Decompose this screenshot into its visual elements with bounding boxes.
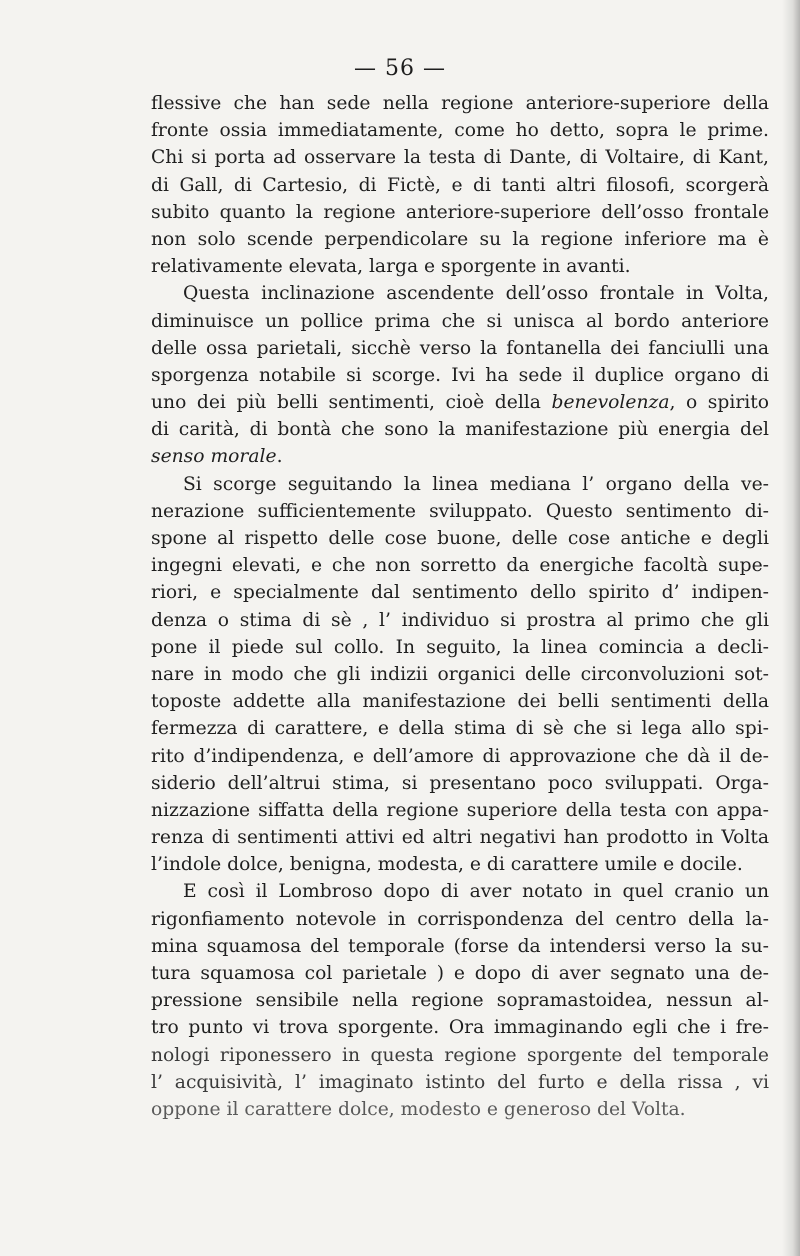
text-line: denza o stima di sè , l’ individuo si prostra al primo che gli xyxy=(151,609,769,631)
text-line: diminuisce un pollice prima che si unisca al bordo anteriore xyxy=(151,310,769,332)
text-line: l’indole dolce, benigna, modesta, e di carattere umile e docile. xyxy=(151,854,743,876)
text-segment: uno dei più belli sentimenti, cioè della xyxy=(151,392,552,414)
text-line: riori, e specialmente dal sentimento dello spirito d’ indipen- xyxy=(151,582,769,604)
body-text xyxy=(151,90,769,1123)
text-segment: , o spirito xyxy=(669,392,769,414)
text-line: rito d’indipendenza, e dell’amore di approvazione che dà il de- xyxy=(151,745,769,767)
text-line: ingegni elevati, e che non sorretto da energiche facoltà supe- xyxy=(151,555,769,577)
text-line: nologi riponessero in questa regione sporgente del temporale xyxy=(151,1044,769,1066)
text-line: renza di sentimenti attivi ed altri negativi han prodotto in Volta xyxy=(151,827,769,849)
text-line: flessive che han sede nella regione anteriore-superiore della xyxy=(151,93,769,114)
text-line: nerazione sufficientemente sviluppato. Questo sentimento di- xyxy=(151,500,769,522)
text-line: E così il Lombroso dopo di aver notato in quel cranio un xyxy=(183,881,769,903)
text-line: mina squamosa del temporale (forse da intendersi verso la su- xyxy=(151,935,769,957)
text-line: oppone il carattere dolce, modesto e generoso del Volta. xyxy=(151,1098,686,1120)
text-line: l’ acquisività, l’ imaginato istinto del furto e della rissa , vi xyxy=(151,1071,769,1093)
text-line: siderio dell’altrui stima, si presentano poco sviluppati. Orga- xyxy=(151,772,769,794)
page-number: — 56 — xyxy=(354,56,446,81)
text-line: rigonfiamento notevole in corrispondenza del centro della la- xyxy=(151,908,769,930)
text-line xyxy=(151,443,769,470)
text-line: Si scorge seguitando la linea mediana l’ organo della ve- xyxy=(183,473,769,495)
text-line: di Gall, di Cartesio, di Fictè, e di tanti altri filosofi, scorgerà xyxy=(151,174,769,196)
text-line: subito quanto la regione anteriore-superiore dell’osso frontale xyxy=(151,201,769,223)
italic-term: benevolenza xyxy=(551,392,670,414)
italic-term: senso morale xyxy=(151,446,277,468)
text-line: Chi si porta ad osservare la testa di Dante, di Voltaire, di Kant, xyxy=(151,147,769,169)
text-line: non solo scende perpendicolare su la regione inferiore ma è xyxy=(151,228,769,250)
text-line: pressione sensibile nella regione sopramastoidea, nessun al- xyxy=(151,990,769,1012)
text-line: sporgenza notabile si scorge. Ivi ha sede il duplice organo di xyxy=(151,364,769,386)
text-segment: . xyxy=(276,446,283,468)
text-line: spone al rispetto delle cose buone, delle cose antiche e degli xyxy=(151,528,769,549)
page-edge-shadow xyxy=(782,0,800,1256)
text-line: relativamente elevata, larga e sporgente in avanti. xyxy=(151,256,631,278)
text-line xyxy=(151,389,769,416)
text-line: nare in modo che gli indizii organici delle circonvoluzioni sot- xyxy=(151,663,769,685)
text-line: fronte ossia immediatamente, come ho detto, sopra le prime. xyxy=(151,120,769,142)
text-line: nizzazione siffatta della regione superiore della testa con appa- xyxy=(151,799,769,821)
text-line: delle ossa parietali, sicchè verso la fontanella dei fanciulli una xyxy=(151,337,769,359)
text-line: fermezza di carattere, e della stima di sè che si lega allo spi- xyxy=(151,718,769,740)
text-line: toposte addette alla manifestazione dei belli sentimenti della xyxy=(151,691,769,713)
text-line: pone il piede sul collo. In seguito, la linea comincia a decli- xyxy=(151,636,769,658)
text-line: tro punto vi trova sporgente. Ora immaginando egli che i fre- xyxy=(151,1017,769,1039)
text-line: Questa inclinazione ascendente dell’osso frontale in Volta, xyxy=(183,283,769,305)
text-line: di carità, di bontà che sono la manifestazione più energia del xyxy=(151,419,769,441)
text-line: tura squamosa col parietale ) e dopo di aver segnato una de- xyxy=(151,963,769,984)
